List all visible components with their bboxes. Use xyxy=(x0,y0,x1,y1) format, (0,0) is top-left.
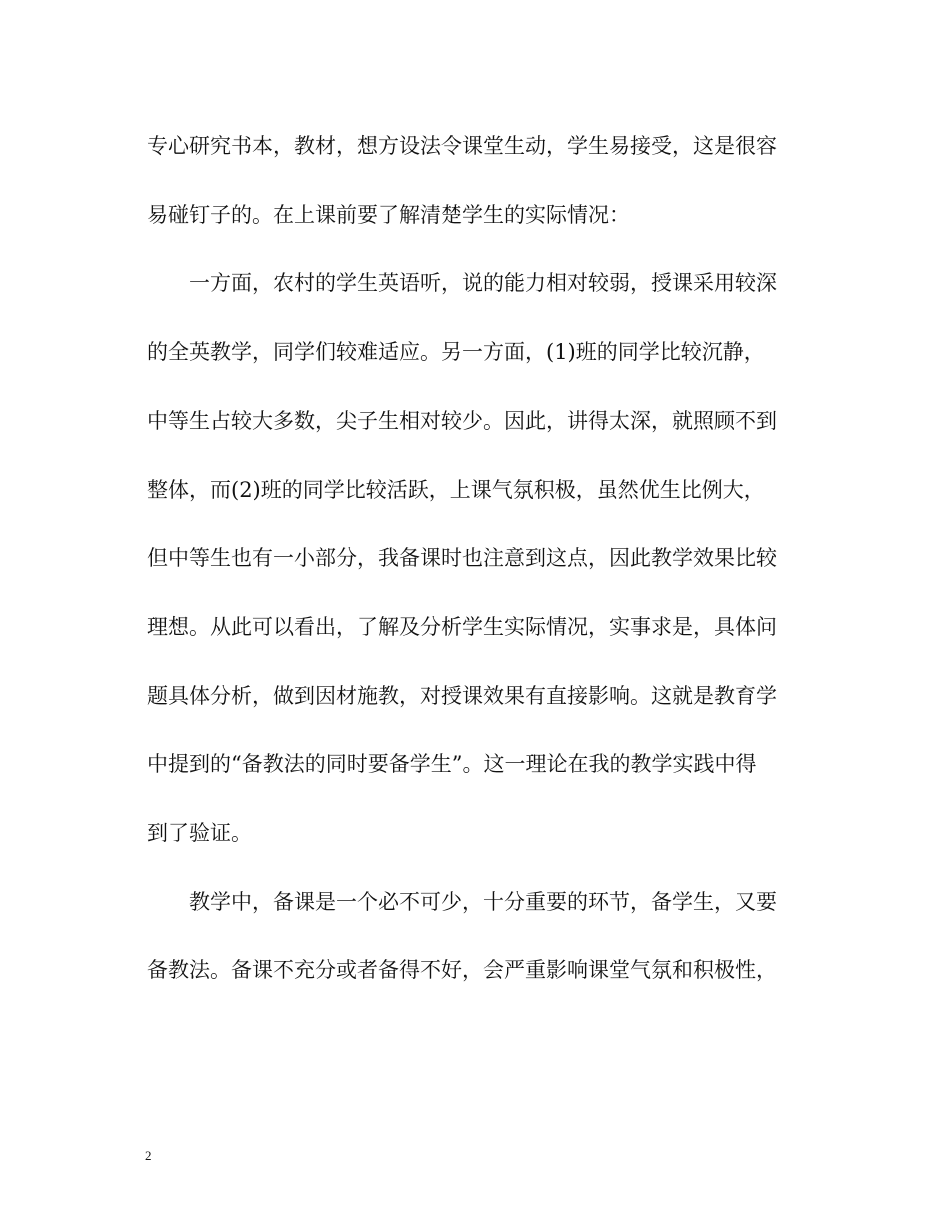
text-line: 的全英教学，同学们较难适应。另一方面，(1)班的同学比较沉静， xyxy=(147,340,765,364)
text-line: 备教法。备课不充分或者备得不好，会严重影响课堂气氛和积极性， xyxy=(147,958,777,982)
text-line: 理想。从此可以看出，了解及分析学生实际情况，实事求是，具体问 xyxy=(147,615,777,639)
paragraph-start-line: 一方面，农村的学生英语听，说的能力相对较弱，授课采用较深 xyxy=(189,271,777,295)
text-line: 易碰钉子的。在上课前要了解清楚学生的实际情况： xyxy=(147,203,630,227)
page-number: 2 xyxy=(145,1148,152,1163)
text-line: 专心研究书本，教材，想方设法令课堂生动，学生易接受，这是很容 xyxy=(147,134,777,158)
text-line: 中等生占较大多数，尖子生相对较少。因此，讲得太深，就照顾不到 xyxy=(147,409,777,433)
text-line: 到了验证。 xyxy=(147,821,252,845)
text-line: 但中等生也有一小部分，我备课时也注意到这点，因此教学效果比较 xyxy=(147,546,777,570)
text-line: 中提到的“备教法的同时要备学生”。这一理论在我的教学实践中得 xyxy=(147,752,757,776)
text-line: 整体，而(2)班的同学比较活跃，上课气氛积极，虽然优生比例大， xyxy=(147,478,765,502)
text-line: 题具体分析，做到因材施教，对授课效果有直接影响。这就是教育学 xyxy=(147,684,777,708)
paragraph-start-line: 教学中，备课是一个必不可少，十分重要的环节，备学生，又要 xyxy=(189,890,777,914)
